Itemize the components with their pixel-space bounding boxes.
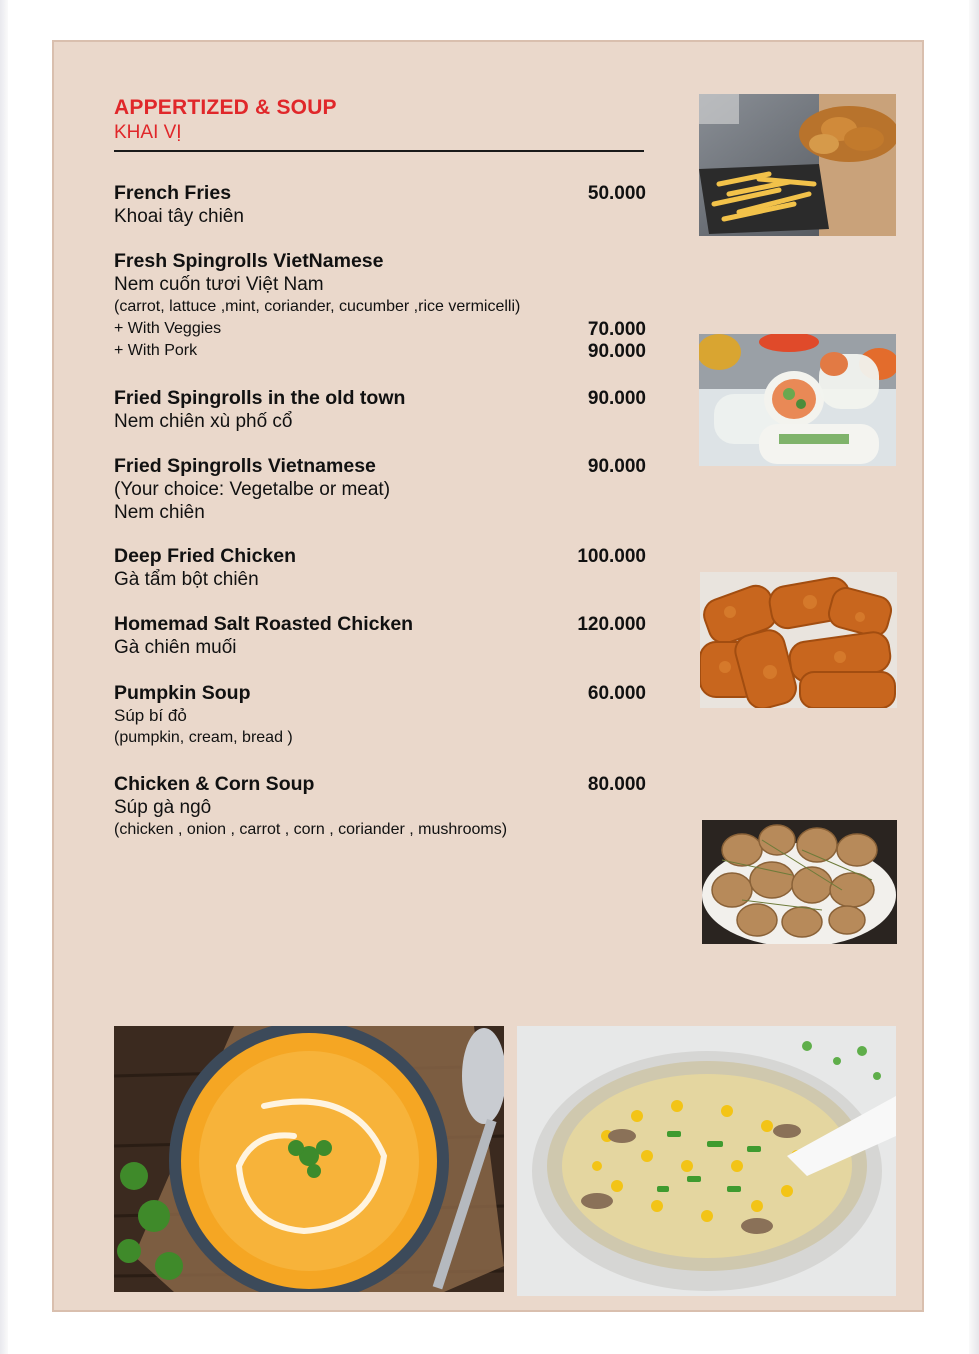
item-price: 60.000 <box>587 683 646 704</box>
option-price: 70.000 <box>587 319 646 340</box>
french-fries-photo <box>699 94 896 236</box>
item-vietnamese-name: Nem chiên xù phố cổ <box>114 411 293 432</box>
item-price: 120.000 <box>577 614 646 635</box>
section-header <box>114 96 644 144</box>
item-vietnamese-name: Nem cuốn tươi Việt Nam <box>114 274 324 295</box>
item-vietnamese-name: Nem chiên <box>114 502 205 523</box>
item-vietnamese-name: Súp gà ngô <box>114 797 212 818</box>
item-description: (carrot, lattuce ,mint, coriander, cucumber ,rice vermicelli) <box>114 298 521 315</box>
menu-page <box>52 40 924 1312</box>
option-price: 90.000 <box>587 341 646 362</box>
item-name: Pumpkin Soup <box>114 682 251 704</box>
item-price: 50.000 <box>587 183 646 204</box>
section-subtitle: KHAI VỊ <box>114 122 182 143</box>
item-option-pork <box>114 340 646 362</box>
section-title: APPERTIZED & SOUP <box>114 96 337 119</box>
menu-item-salt-roasted-chicken <box>114 613 646 659</box>
item-name: Fried Spingrolls in the old town <box>114 387 406 409</box>
option-label: + With Pork <box>114 342 198 359</box>
menu-item-french-fries <box>114 182 646 228</box>
item-vietnamese-name: Khoai tây chiên <box>114 206 244 227</box>
item-price: 90.000 <box>587 456 646 477</box>
item-vietnamese-name: Súp bí đỏ <box>114 706 187 725</box>
item-vietnamese-name: Gà chiên muối <box>114 637 237 658</box>
menu-item-fried-spring-rolls-old-town <box>114 387 646 433</box>
item-name: Fresh Spingrolls VietNamese <box>114 250 384 272</box>
fresh-spring-rolls-photo <box>699 334 896 466</box>
fried-chicken-photo <box>700 572 897 708</box>
item-price: 100.000 <box>577 546 646 567</box>
option-label: + With Veggies <box>114 320 222 337</box>
menu-item-fresh-spring-rolls <box>114 250 646 362</box>
item-price: 90.000 <box>587 388 646 409</box>
item-name: Deep Fried Chicken <box>114 545 297 567</box>
menu-item-chicken-corn-soup <box>114 773 646 841</box>
salt-roasted-chicken-photo <box>702 820 897 944</box>
item-price: 80.000 <box>587 774 646 795</box>
menu-item-deep-fried-chicken <box>114 545 646 591</box>
item-description: (chicken , onion , carrot , corn , coriander , mushrooms) <box>114 821 508 838</box>
chicken-corn-soup-photo <box>517 1026 896 1296</box>
item-note: (Your choice: Vegetalbe or meat) <box>114 479 391 500</box>
viewer-edge-left <box>0 0 8 1354</box>
viewer-edge-right <box>969 0 979 1354</box>
item-description: (pumpkin, cream, bread ) <box>114 729 293 746</box>
pumpkin-soup-photo <box>114 1026 504 1292</box>
item-name: Homemad Salt Roasted Chicken <box>114 613 414 635</box>
item-name: French Fries <box>114 182 232 204</box>
header-divider <box>114 150 644 152</box>
menu-item-fried-spring-rolls-vietnamese <box>114 455 646 524</box>
item-vietnamese-name: Gà tẩm bột chiên <box>114 569 259 590</box>
item-name: Fried Spingrolls Vietnamese <box>114 455 376 477</box>
item-name: Chicken & Corn Soup <box>114 773 315 795</box>
item-option-veggies <box>114 318 646 340</box>
menu-item-pumpkin-soup <box>114 682 646 749</box>
